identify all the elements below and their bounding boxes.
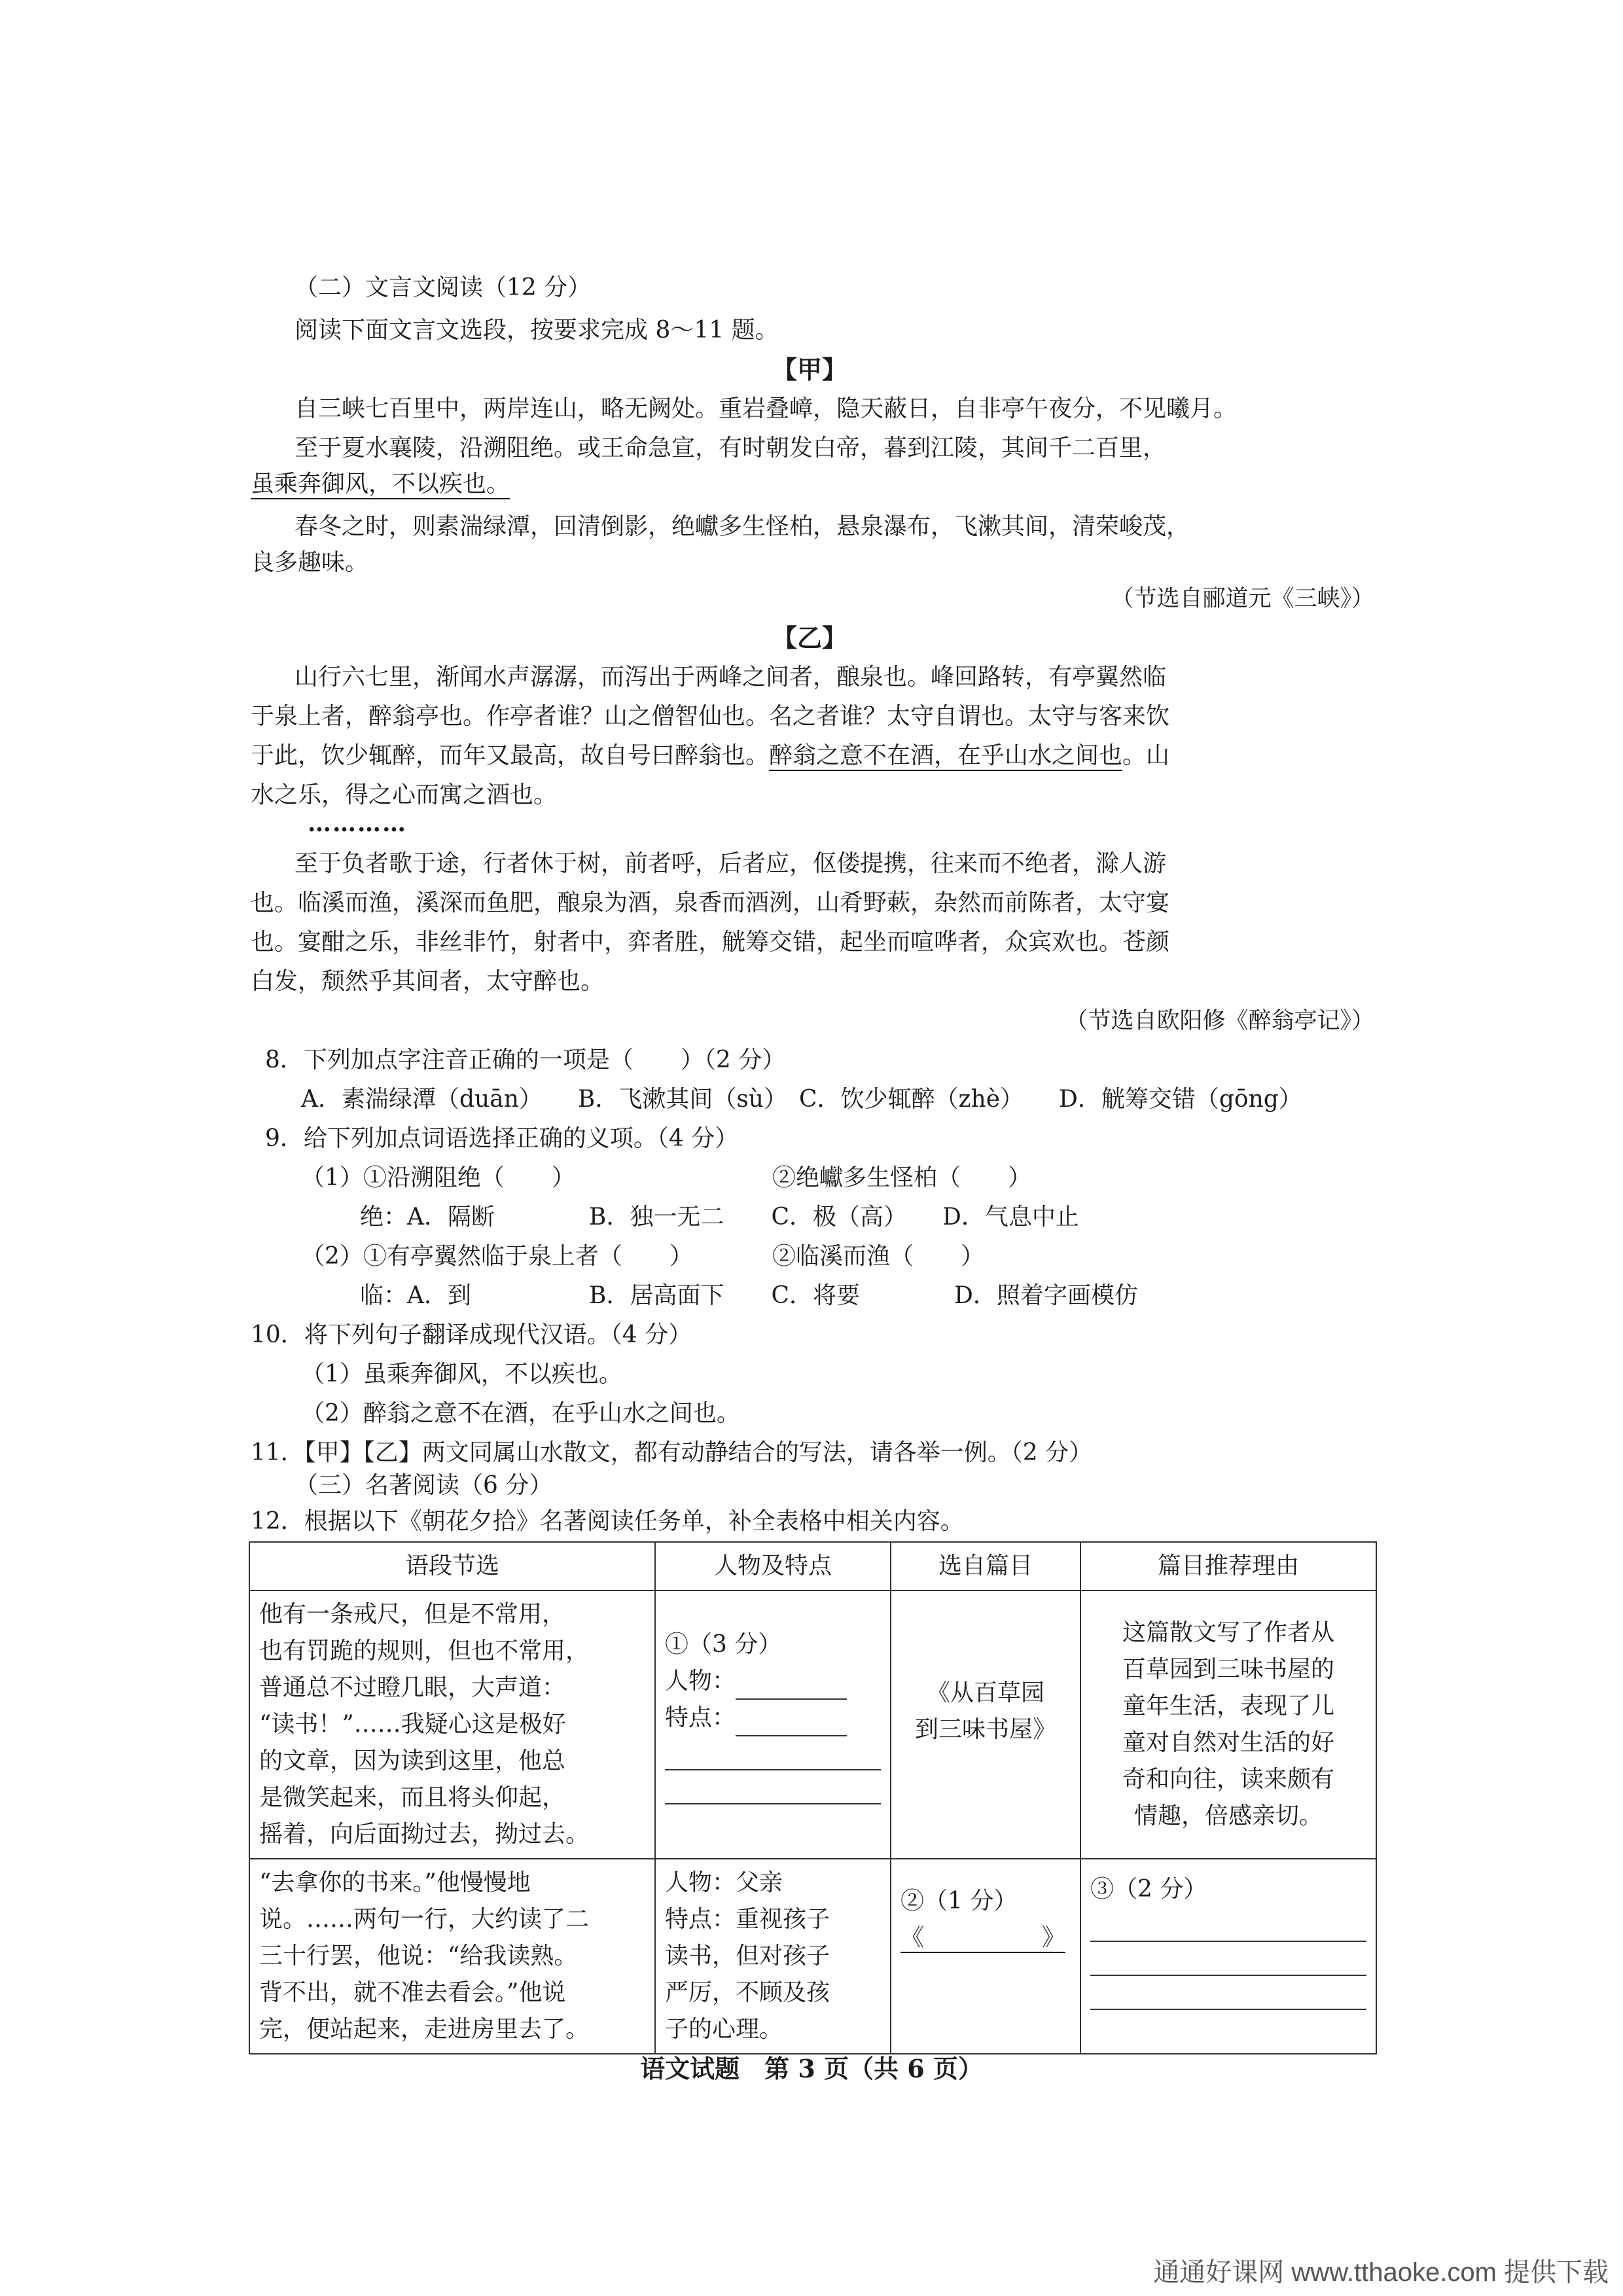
page-footer: 语文试题 第 3 页（共 6 页） <box>640 2054 983 2083</box>
section3-heading: （三）名著阅读（6 分） <box>294 1472 553 1499</box>
q10-sentence-2: （2）醉翁之意不在酒，在乎山水之间也。 <box>301 1400 740 1427</box>
reason-cell: ③（2 分） <box>1080 1859 1376 2054</box>
table-row <box>249 1590 1376 1859</box>
passage-jia-line: 春冬之时，则素湍绿潭，回清倒影，绝巘多生怪柏，悬泉瀑布，飞漱其间，清荣峻茂， <box>294 513 1190 540</box>
q9-part2-options: 临：A．到 B．居高面下 C．将要 D．照着字画模仿 <box>360 1282 1138 1309</box>
character-cell: 人物：父亲 特点：重视孩子 读书，但对孩子 严厉，不顾及孩 子的心理。 <box>655 1859 891 2054</box>
chapter-cell: ②（1 分） 《 》 <box>891 1859 1080 2054</box>
passage-yi-source: （节选自欧阳修《醉翁亭记》） <box>1065 1008 1374 1034</box>
column-header: 选自篇目 <box>891 1542 1080 1590</box>
q9-stem: 9．给下列加点词语选择正确的义项。（4 分） <box>265 1125 739 1152</box>
passage-yi-title: 【乙】 <box>772 623 847 653</box>
underlined-sentence: 醉翁之意不在酒，在乎山水之间也 <box>769 742 1123 769</box>
section2-heading: （二）文言文阅读（12 分） <box>294 274 592 301</box>
reason-cell: 这篇散文写了作者从 百草园到三味书屋的 童年生活，表现了儿 童对自然对生活的好 奇和向往，读来颇有 情趣，倍感亲切。 <box>1080 1590 1376 1859</box>
table-header-row <box>249 1542 1376 1590</box>
chapter-cell: 《从百草园 到三味书屋》 <box>891 1590 1080 1859</box>
q9-part1-a: （1）①沿溯阻绝（ ） <box>301 1164 575 1191</box>
q9-part2-a: （2）①有亭翼然临于泉上者（ ） <box>301 1243 693 1270</box>
passage-yi-line: 山行六七里，渐闻水声潺潺，而泻出于两峰之间者，酿泉也。峰回路转，有亭翼然临 <box>294 664 1167 691</box>
excerpt-cell: “去拿你的书来。”他慢慢地 说。……两句一行，大约读了二 三十行罢，他说：“给我读熟。 背不出，就不准去看会。”他说 完，便站起来，走进房里去了。 <box>249 1859 655 2054</box>
q9-part2-b: ②临溪而渔（ ） <box>772 1243 985 1270</box>
reason-answer-blank-line[interactable] <box>1090 1981 1366 2010</box>
passage-yi-line-with-underline: 于此，饮少辄醉，而年又最高，故自号曰醉翁也。醉翁之意不在酒，在乎山水之间也。山 <box>251 742 1170 769</box>
q8-options: A．素湍绿潭（duān） B．飞漱其间（sù） C．饮少辄醉（zhè） D．觥筹交错（gōng） <box>301 1086 1302 1113</box>
watermark: 通通好课网 www.tthaoke.com 提供下载 <box>1153 2258 1609 2287</box>
ellipsis-marker: ………… <box>308 810 407 837</box>
q10-stem: 10．将下列句子翻译成现代汉语。（4 分） <box>251 1321 692 1348</box>
excerpt-cell: 他有一条戒尺，但是不常用， 也有罚跪的规则，但也不常用， 普通总不过瞪几眼，大声道： “读书！”……我疑心这是极好 的文章，因为读到这里，他总 是微笑起来，而且将头仰起， 摇着，向后面拗过去，拗过去。 <box>249 1590 655 1859</box>
column-header: 篇目推荐理由 <box>1080 1542 1376 1590</box>
column-header: 语段节选 <box>249 1542 655 1590</box>
passage-yi-line: 水之乐，得之心而寓之酒也。 <box>251 781 558 808</box>
reason-answer-blank-line[interactable] <box>1090 1947 1366 1976</box>
trait-answer-blank-line[interactable] <box>665 1776 881 1804</box>
chapter-answer-blank[interactable]: 《 》 <box>901 1924 1066 1951</box>
passage-yi-line: 也。临溪而渔，溪深而鱼肥，酿泉为酒，泉香而酒洌，山肴野蔌，杂然而前陈者，太守宴 <box>251 889 1170 916</box>
passage-yi-line: 于泉上者，醉翁亭也。作亭者谁？山之僧智仙也。名之者谁？太守自谓也。太守与客来饮 <box>251 703 1170 730</box>
q9-part1-options: 绝：A．隔断 B．独一无二 C．极（高） D．气息中止 <box>360 1204 1079 1230</box>
passage-yi-line: 白发，颓然乎其间者，太守醉也。 <box>251 968 605 995</box>
q8-stem: 8．下列加点字注音正确的一项是（ ）（2 分） <box>265 1047 786 1073</box>
passage-jia-title: 【甲】 <box>772 355 847 384</box>
passage-jia-line: 自三峡七百里中，两岸连山，略无阙处。重岩叠嶂，隐天蔽日，自非亭午夜分，不见曦月。 <box>294 395 1238 422</box>
passage-jia-underlined-line: 虽乘奔御风，不以疾也。 <box>251 471 510 497</box>
passage-yi-line: 至于负者歌于途，行者休于树，前者呼，后者应，伛偻提携，往来而不绝者，滁人游 <box>294 850 1167 877</box>
trait-answer-blank-line[interactable] <box>665 1742 881 1770</box>
q12-stem: 12．根据以下《朝花夕拾》名著阅读任务单，补全表格中相关内容。 <box>251 1508 964 1535</box>
passage-jia-line: 至于夏水襄陵，沿溯阻绝。或王命急宣，有时朝发白帝，暮到江陵，其间千二百里， <box>294 435 1167 461</box>
table-row <box>249 1859 1376 2054</box>
section2-instruction: 阅读下面文言文选段，按要求完成 8～11 题。 <box>294 317 779 344</box>
character-cell: ①（3 分） 人物： 特点： <box>655 1590 891 1859</box>
q11-stem: 11．【甲】【乙】两文同属山水散文，都有动静结合的写法，请各举一例。（2 分） <box>251 1439 1093 1466</box>
reason-answer-blank-line[interactable] <box>1090 1913 1366 1942</box>
q10-sentence-1: （1）虽乘奔御风，不以疾也。 <box>301 1361 622 1388</box>
reading-task-table <box>249 1541 1377 2054</box>
q9-part1-b: ②绝巘多生怪柏（ ） <box>772 1164 1032 1191</box>
passage-yi-line: 也。宴酣之乐，非丝非竹，射者中，弈者胜，觥筹交错，起坐而喧哗者，众宾欢也。苍颜 <box>251 929 1170 956</box>
passage-jia-line: 良多趣味。 <box>251 549 369 576</box>
trait-answer-blank[interactable] <box>736 1709 847 1736</box>
column-header: 人物及特点 <box>655 1542 891 1590</box>
person-answer-blank[interactable] <box>736 1672 847 1700</box>
passage-jia-source: （节选自郦道元《三峡》） <box>1111 586 1374 612</box>
